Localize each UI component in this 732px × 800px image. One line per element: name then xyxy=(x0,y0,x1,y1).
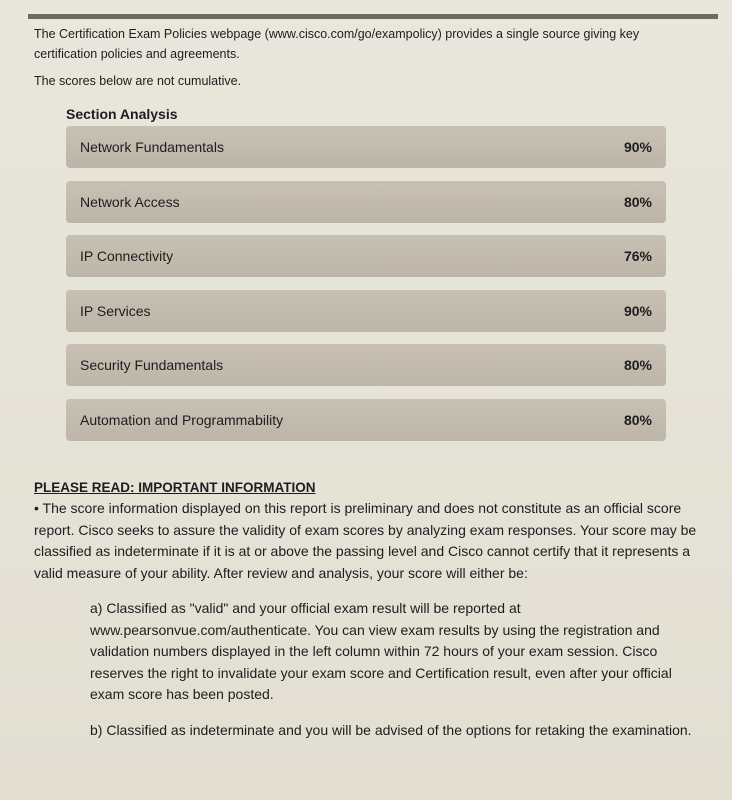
section-label: Automation and Programmability xyxy=(80,411,284,428)
important-item-a: a) Classified as "valid" and your official exam result will be reported at www.pearsonvue.com/authenticate. You can view exam results by using the registration and validation numbers displayed in the left column within 72 hours of your exam session. Cisco reserves the right to invalidate your exam score and Certification result, even after your official exam score has been posted. xyxy=(90,600,672,702)
section-row xyxy=(66,126,666,168)
section-score: 76% xyxy=(623,248,652,264)
section-row xyxy=(66,399,666,441)
section-label: IP Services xyxy=(80,302,151,319)
top-divider xyxy=(28,14,718,19)
important-item-b: b) Classified as indeterminate and you will be advised of the options for retaking the examination. xyxy=(90,721,692,738)
cumulative-note: The scores below are not cumulative. xyxy=(34,74,242,88)
section-label: Security Fundamentals xyxy=(80,357,224,373)
section-score: 90% xyxy=(623,139,652,155)
important-bullet: • The score information displayed on this report is preliminary and does not constitute as an official score report. Cisco seeks to assure the validity of exam scores by analyzing exam responses. Your score may be classified as indeterminate if it is at or above the passing level and Cisco cannot certify that it represents a valid measure of your ability. After review and analysis, your score will either be: xyxy=(34,500,697,581)
section-label: IP Connectivity xyxy=(80,248,174,264)
section-label: Network Fundamentals xyxy=(80,139,224,155)
section-analysis-list xyxy=(66,126,666,453)
important-title: PLEASE READ: IMPORTANT INFORMATION xyxy=(34,480,316,495)
section-row xyxy=(66,235,666,277)
section-score: 80% xyxy=(623,193,652,210)
section-analysis-title: Section Analysis xyxy=(66,106,178,122)
section-score: 80% xyxy=(623,357,652,373)
section-row xyxy=(66,290,666,332)
section-score: 90% xyxy=(623,302,652,319)
section-row xyxy=(66,344,666,386)
section-label: Network Access xyxy=(80,193,180,210)
section-score: 80% xyxy=(623,411,652,428)
important-information xyxy=(34,480,704,741)
intro-text: The Certification Exam Policies webpage (www.cisco.com/go/exampolicy) provides a single source giving key certification policies and agreements. xyxy=(34,27,640,61)
section-row xyxy=(66,181,666,223)
